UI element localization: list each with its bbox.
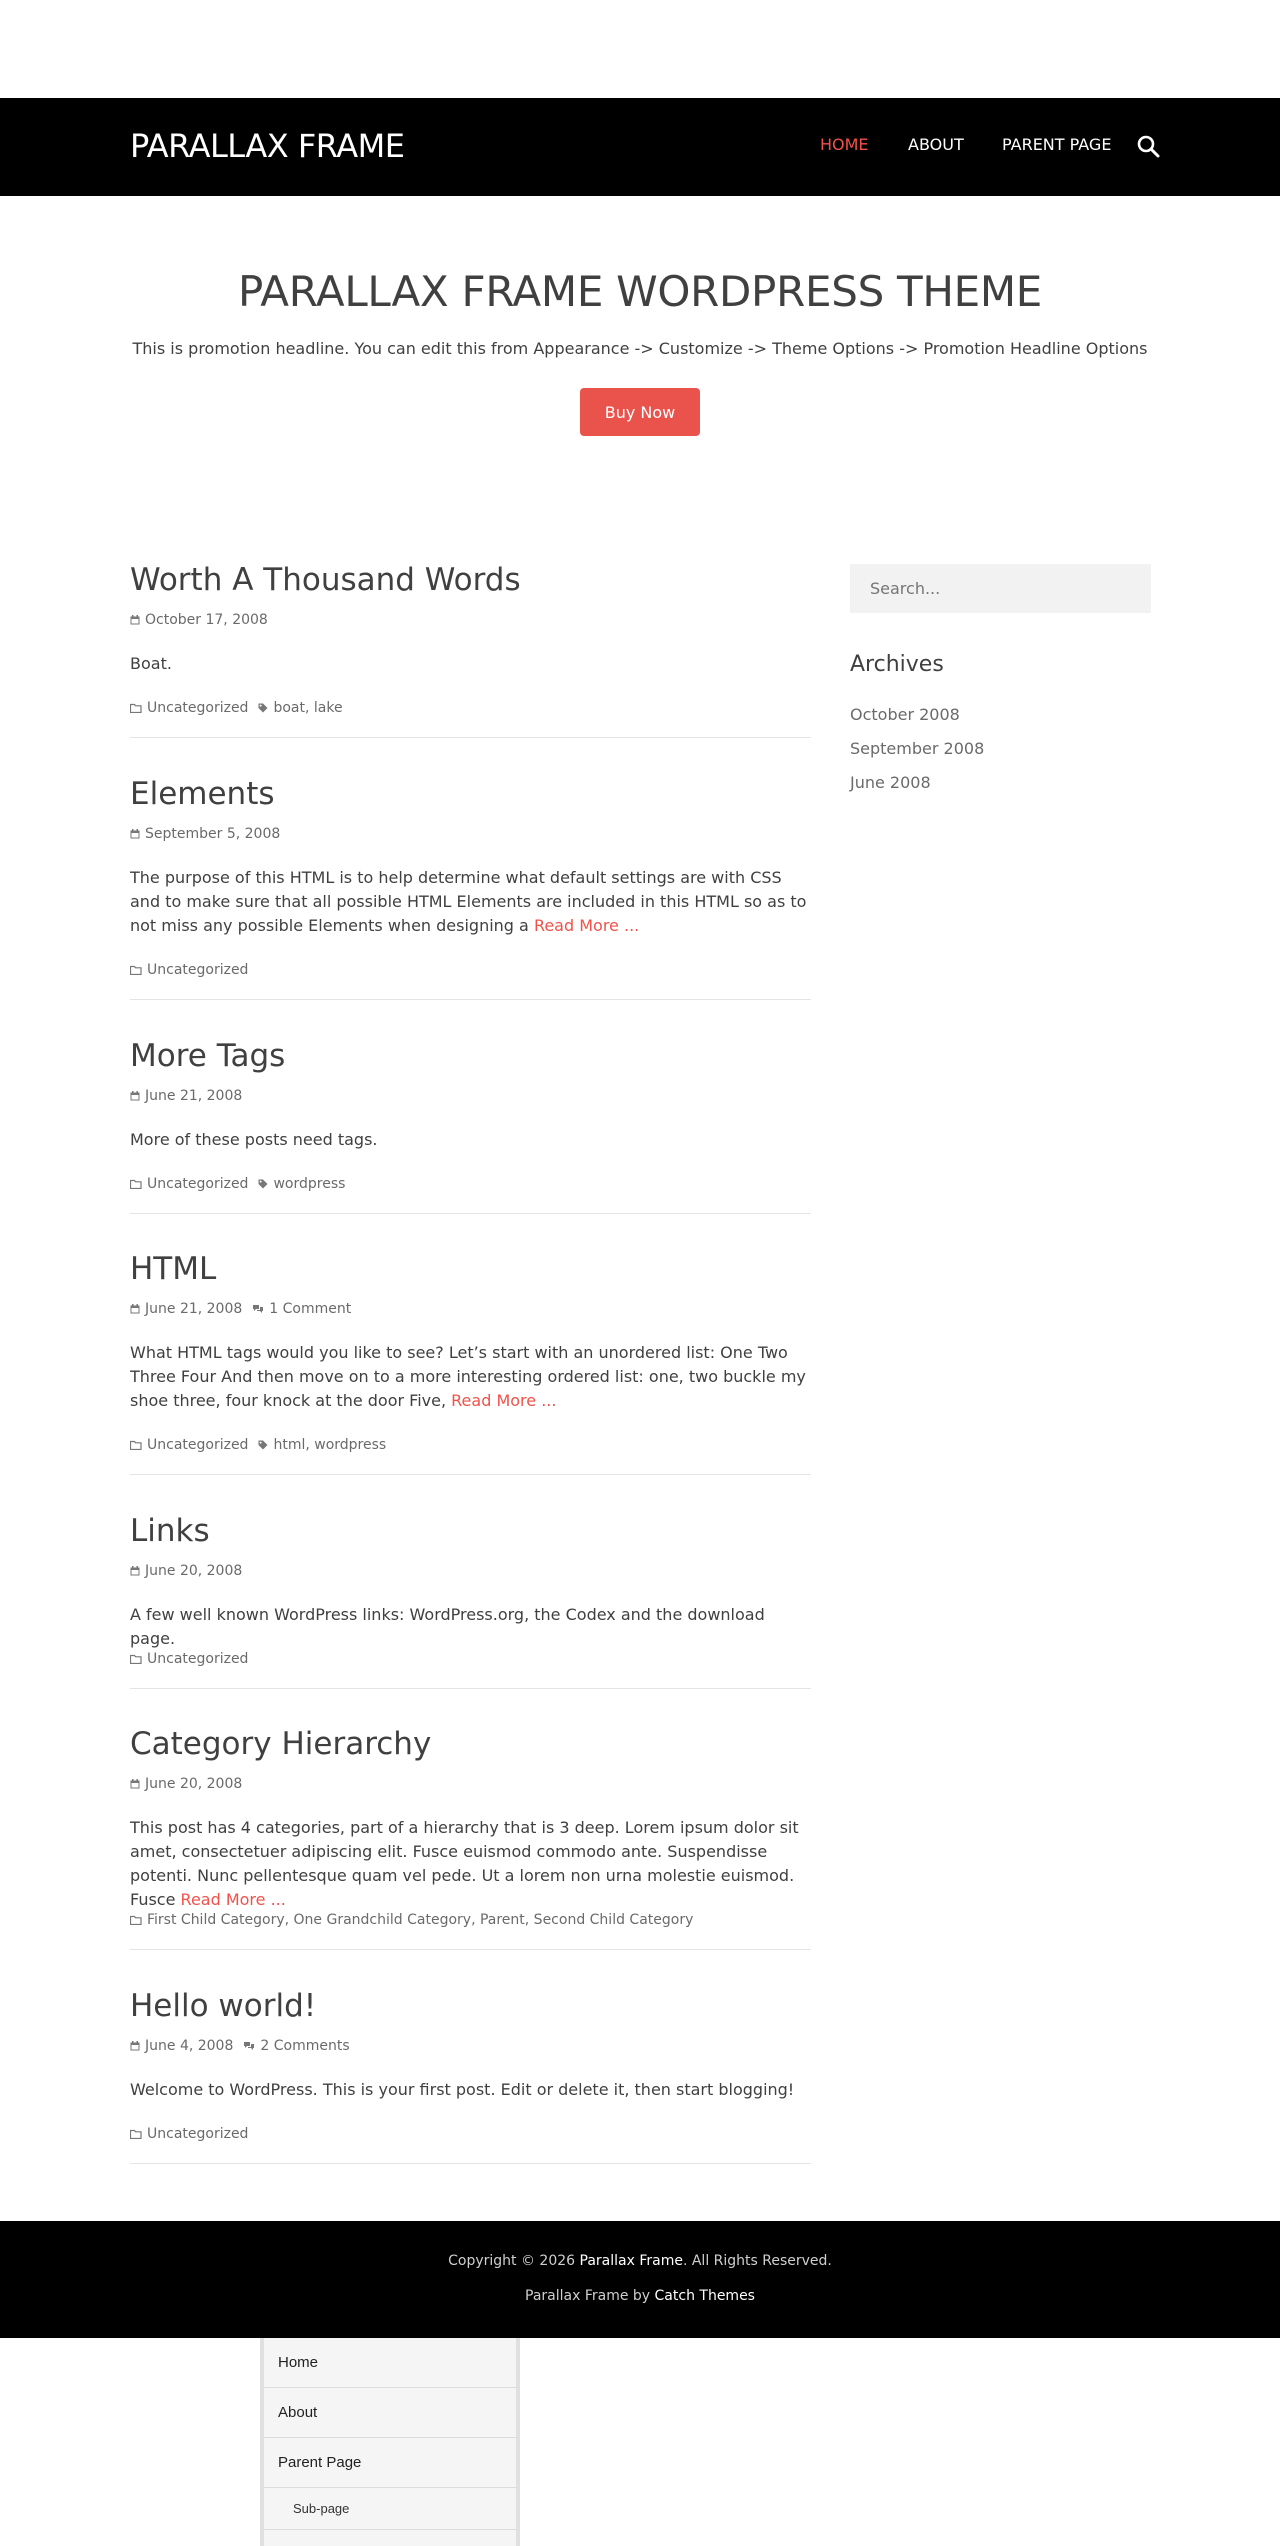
post-categories[interactable]: Uncategorized bbox=[147, 1176, 249, 1192]
post-title[interactable]: Category Hierarchy bbox=[130, 1726, 432, 1762]
nav-item-parent-page[interactable]: PARENT PAGE bbox=[1002, 135, 1112, 154]
folder-icon bbox=[130, 1176, 147, 1192]
copyright-suffix: . All Rights Reserved. bbox=[682, 2253, 832, 2269]
read-more-link[interactable]: Read More ... bbox=[451, 1391, 557, 1410]
post-entry bbox=[130, 1036, 811, 1214]
promotion-title: PARALLAX FRAME WORDPRESS THEME bbox=[237, 267, 1043, 316]
search-input[interactable] bbox=[850, 564, 1151, 613]
calendar-icon bbox=[130, 612, 145, 628]
post-excerpt bbox=[130, 1341, 811, 1413]
copyright-text: Copyright © 2026 bbox=[448, 2253, 576, 2269]
mobile-menu-item-sub-page[interactable]: Sub-page bbox=[264, 2488, 516, 2530]
post-excerpt bbox=[130, 1128, 811, 1152]
post-footer-meta bbox=[130, 698, 343, 718]
mobile-menu-item-parent-page[interactable]: Parent Page bbox=[264, 2438, 516, 2488]
post-comments-link[interactable]: 1 Comment bbox=[269, 1301, 352, 1317]
post-date[interactable]: June 20, 2008 bbox=[145, 1776, 243, 1792]
post-entry bbox=[130, 1986, 811, 2164]
calendar-icon bbox=[130, 2038, 145, 2054]
post-meta bbox=[130, 1561, 242, 1581]
archive-link-october-2008[interactable]: October 2008 bbox=[850, 705, 960, 724]
tag-icon bbox=[258, 1176, 273, 1192]
archive-link-june-2008[interactable]: June 2008 bbox=[850, 773, 931, 792]
search-icon[interactable] bbox=[1136, 134, 1160, 158]
post-excerpt-text: Welcome to WordPress. This is your first post. Edit or delete it, then start blogging! bbox=[130, 2080, 795, 2099]
post-tags[interactable]: wordpress bbox=[273, 1176, 346, 1192]
post-excerpt bbox=[130, 2078, 811, 2102]
read-more-link[interactable]: Read More ... bbox=[180, 1890, 286, 1909]
comments-icon bbox=[252, 1301, 269, 1317]
calendar-icon bbox=[130, 1301, 145, 1317]
mobile-menu-item-home[interactable]: Home bbox=[264, 2338, 516, 2388]
post-date[interactable]: October 17, 2008 bbox=[145, 612, 268, 628]
read-more-link[interactable]: Read More ... bbox=[533, 916, 640, 935]
post-meta bbox=[130, 1299, 351, 1319]
post-tags[interactable]: html, wordpress bbox=[273, 1437, 387, 1453]
post-excerpt bbox=[130, 652, 811, 676]
folder-icon bbox=[130, 962, 147, 978]
nav-item-about[interactable]: ABOUT bbox=[908, 135, 964, 154]
post-date[interactable]: June 4, 2008 bbox=[145, 2038, 234, 2054]
folder-icon bbox=[130, 2126, 147, 2142]
nav-item-home[interactable]: HOME bbox=[820, 135, 869, 154]
calendar-icon bbox=[130, 1563, 145, 1579]
post-entry bbox=[130, 1724, 811, 1950]
post-title[interactable]: Elements bbox=[130, 776, 275, 812]
post-title[interactable]: More Tags bbox=[130, 1038, 286, 1074]
post-excerpt bbox=[130, 866, 811, 938]
folder-icon bbox=[130, 1912, 147, 1928]
post-excerpt-text: What HTML tags would you like to see? Let’s start with an unordered list: One Two Three Four And then move on to a more interesting ordered list: one, two buckle my shoe three, four knock at the door Five, bbox=[130, 1343, 806, 1410]
theme-credit-text: Parallax Frame by bbox=[525, 2288, 651, 2304]
post-meta bbox=[130, 1774, 242, 1794]
post-footer-meta bbox=[130, 960, 248, 980]
post-excerpt-text: More of these posts need tags. bbox=[130, 1130, 378, 1149]
post-categories[interactable]: Uncategorized bbox=[147, 1437, 249, 1453]
folder-icon bbox=[130, 1437, 147, 1453]
post-entry bbox=[130, 1249, 811, 1475]
post-entry bbox=[130, 774, 811, 1000]
folder-icon bbox=[130, 1651, 147, 1667]
tag-icon bbox=[258, 1437, 273, 1453]
copyright-line bbox=[0, 2251, 1280, 2271]
post-excerpt-text: The purpose of this HTML is to help determine what default settings are with CSS and to make sure that all possible HTML Elements are included in this HTML so as to not miss any possible Elements when designing a bbox=[130, 868, 807, 935]
archive-link-september-2008[interactable]: September 2008 bbox=[850, 739, 985, 758]
post-title[interactable]: Links bbox=[130, 1513, 210, 1549]
theme-credit-line bbox=[0, 2286, 1280, 2306]
buy-now-button[interactable]: Buy Now bbox=[580, 388, 700, 436]
post-meta bbox=[130, 610, 268, 630]
calendar-icon bbox=[130, 1776, 145, 1792]
post-comments-link[interactable]: 2 Comments bbox=[260, 2038, 350, 2054]
post-meta bbox=[130, 1086, 242, 1106]
post-categories[interactable]: Uncategorized bbox=[147, 700, 249, 716]
post-footer-meta bbox=[130, 2124, 248, 2144]
theme-author-link[interactable]: Catch Themes bbox=[654, 2288, 755, 2304]
post-footer-meta bbox=[130, 1910, 693, 1930]
post-date[interactable]: June 21, 2008 bbox=[145, 1301, 243, 1317]
post-excerpt bbox=[130, 1816, 811, 1912]
footer-site-link[interactable]: Parallax Frame bbox=[579, 2253, 683, 2269]
mobile-menu bbox=[260, 2338, 520, 2546]
post-excerpt-text: Boat. bbox=[130, 654, 172, 673]
tag-icon bbox=[258, 700, 273, 716]
post-categories[interactable]: Uncategorized bbox=[147, 962, 249, 978]
post-entry bbox=[130, 1511, 811, 1689]
post-title[interactable]: HTML bbox=[130, 1251, 217, 1287]
post-meta bbox=[130, 2036, 350, 2056]
calendar-icon bbox=[130, 1088, 145, 1104]
post-footer-meta bbox=[130, 1435, 386, 1455]
archives-title: Archives bbox=[850, 652, 944, 677]
folder-icon bbox=[130, 700, 147, 716]
post-meta bbox=[130, 824, 280, 844]
post-excerpt-text: A few well known WordPress links: WordPress.org, the Codex and the download page. bbox=[130, 1605, 765, 1648]
post-date[interactable]: June 21, 2008 bbox=[145, 1088, 243, 1104]
post-title[interactable]: Worth A Thousand Words bbox=[130, 562, 521, 598]
post-date[interactable]: September 5, 2008 bbox=[145, 826, 281, 842]
post-excerpt bbox=[130, 1603, 811, 1651]
post-categories[interactable]: Uncategorized bbox=[147, 1651, 249, 1667]
promotion-text: This is promotion headline. You can edit this from Appearance -> Customize -> Theme Options -> Promotion Headline Options bbox=[132, 339, 1148, 358]
site-footer bbox=[0, 2221, 1280, 2338]
post-footer-meta bbox=[130, 1174, 345, 1194]
calendar-icon bbox=[130, 826, 145, 842]
post-categories[interactable]: Uncategorized bbox=[147, 2126, 249, 2142]
post-entry bbox=[130, 560, 811, 738]
post-title[interactable]: Hello world! bbox=[130, 1988, 317, 2024]
post-excerpt-text: This post has 4 categories, part of a hierarchy that is 3 deep. Lorem ipsum dolor sit amet, consectetuer adipiscing elit. Fusce euismod commodo ante. Suspendisse potenti. Nunc pellentesque quam vel pede. Ut a lorem non urna molestie euismod. Fusce bbox=[130, 1818, 799, 1909]
mobile-menu-item-about[interactable]: About bbox=[264, 2388, 516, 2438]
post-categories[interactable]: First Child Category, One Grandchild Category, Parent, Second Child Category bbox=[147, 1912, 694, 1928]
post-footer-meta bbox=[130, 1649, 248, 1669]
site-title[interactable]: PARALLAX FRAME bbox=[130, 127, 405, 165]
comments-icon bbox=[243, 2038, 260, 2054]
post-date[interactable]: June 20, 2008 bbox=[145, 1563, 243, 1579]
post-tags[interactable]: boat, lake bbox=[273, 700, 343, 716]
